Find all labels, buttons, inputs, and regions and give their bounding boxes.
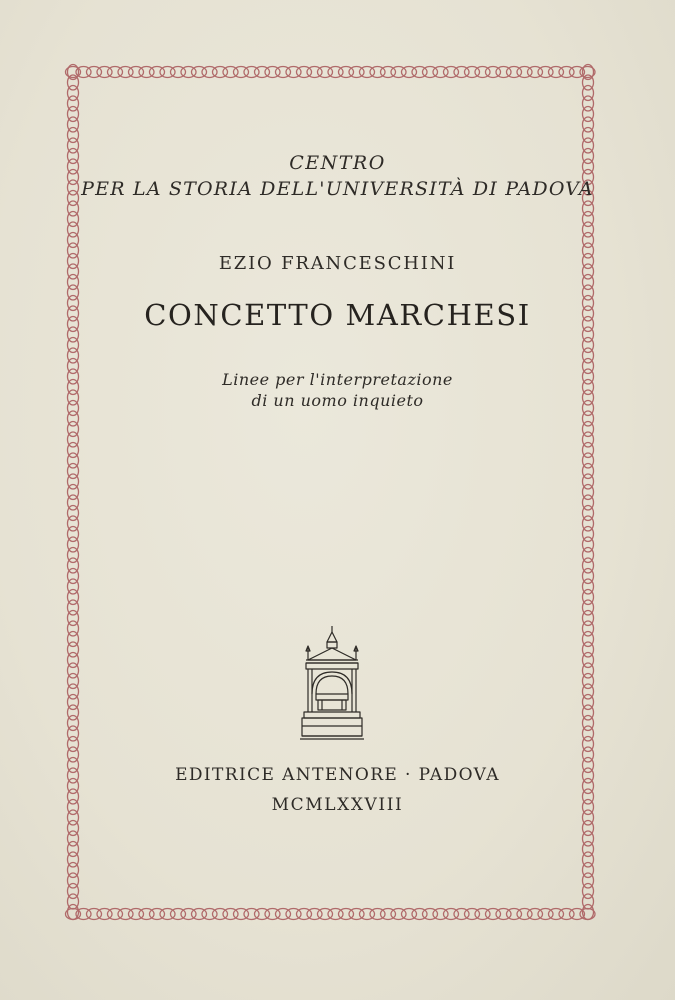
series-line-1: CENTRO: [289, 152, 386, 174]
author-name: EZIO FRANCESCHINI: [218, 253, 457, 274]
book-title: CONCETTO MARCHESI: [144, 298, 531, 332]
subtitle-line-2: di un uomo inquieto: [251, 391, 424, 410]
tomb-monument-emblem-icon: [300, 624, 364, 744]
publisher-line: EDITRICE ANTENORE · PADOVA: [175, 765, 500, 785]
subtitle-line-1: Linee per l'interpretazione: [222, 370, 453, 389]
series-line-2: PER LA STORIA DELL'UNIVERSITÀ DI PADOVA: [81, 178, 594, 200]
publication-year: MCMLXXVIII: [271, 795, 404, 815]
